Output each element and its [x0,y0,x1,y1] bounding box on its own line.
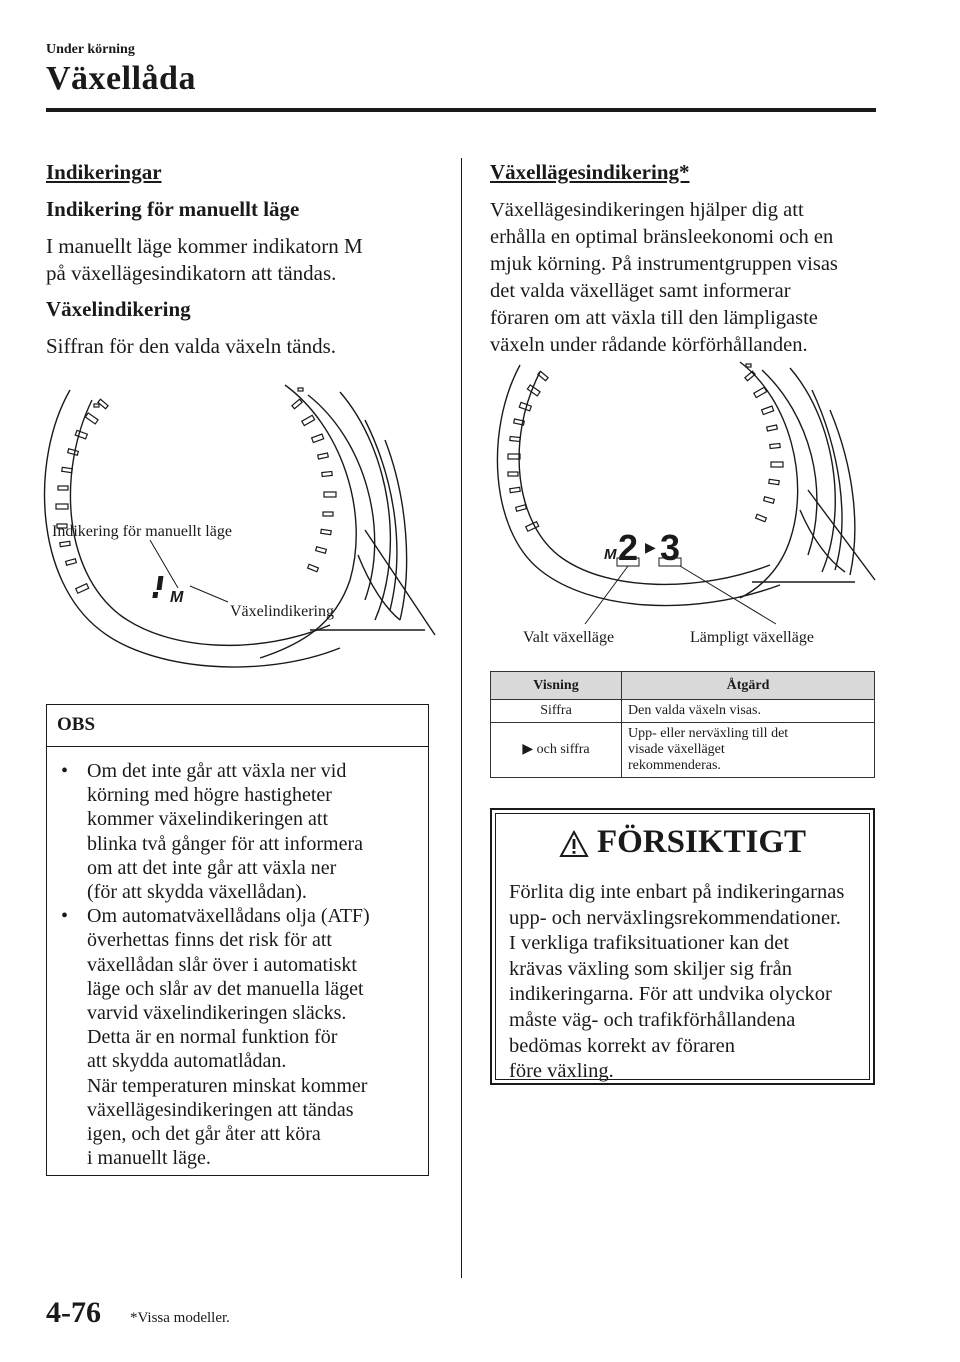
gear-suggestion-figure [490,360,880,655]
column-header: Visning [491,672,622,700]
caution-box [490,808,875,1085]
page-title: Växellåda [46,60,196,97]
caution-title [496,824,869,861]
text-line: Om det inte går att växla ner vid [87,760,347,782]
shift-up-arrow-icon: ▶ [645,540,656,556]
table-cell-display [491,723,622,778]
label-manual-mode: Indikering för manuellt läge [52,523,232,540]
obs-header [47,705,428,747]
table-row [491,700,875,723]
text-line: att skydda automatlådan. [87,1050,287,1073]
text-line: i manuellt läge. [87,1147,211,1170]
display-text: och siffra [536,742,590,757]
section-label: Under körning [46,42,135,57]
manual-mode-figure [40,380,440,680]
obs-note-box [46,704,429,1176]
column-header: Åtgärd [622,672,875,700]
right-heading: Växellägesindikering* [490,160,690,184]
text-line: växellådan slår över i automatiskt [87,953,357,976]
suggested-gear-digit: 3 [660,527,681,568]
left-subheading-gear: Växelindikering [46,297,191,321]
table-row [491,723,875,778]
text-line: Växellägesindikeringen hjälper dig att [490,199,804,221]
text-line: måste väg- och trafikförhållandena [509,1008,796,1031]
text-line: mjuk körning. På instrumentgruppen visas [490,253,838,275]
left-paragraph-1 [46,233,363,287]
arrow-icon: ▶ [522,742,534,757]
text-line: (för att skydda växellådan). [87,881,307,904]
title-rule [46,108,876,112]
right-paragraph [490,197,838,359]
text-line: överhettas finns det risk för att [87,929,332,952]
text-line: på växellägesindikatorn att tändas. [46,261,337,285]
text-line: Detta är en normal funktion för [87,1026,338,1049]
left-heading: Indikeringar [46,160,162,184]
warning-triangle-icon [559,830,589,858]
text-line: krävas växling som skiljer sig från [509,957,792,980]
text-line: före växling. [509,1060,614,1083]
text-line: föraren om att växla till den lämpligaste [490,307,818,329]
left-subheading-manual: Indikering för manuellt läge [46,197,300,221]
text-line: varvid växelindikeringen släcks. [87,1002,347,1025]
manual-m-indicator: M [170,589,184,606]
text-line: visade växelläget [628,742,725,757]
gear-digit-segment [156,576,163,590]
text-line: blinka två gånger för att informera [87,832,363,855]
text-line: I verkliga trafiksituationer kan det [509,932,790,955]
table-cell-action [622,723,875,778]
caution-body [509,880,869,1085]
text-line: körning med högre hastigheter [87,784,332,807]
text-line: Förlita dig inte enbart på indikeringarnas [509,881,845,903]
text-line: I manuellt läge kommer indikatorn M [46,234,363,258]
text-line: Upp- eller nerväxling till det [628,726,789,741]
table-header-row [491,672,875,700]
table-cell-display: Siffra [491,700,622,723]
text-line: bedömas korrekt av föraren [509,1034,735,1057]
indicator-table [490,671,875,778]
footnote: *Vissa modeller. [130,1310,230,1326]
bullet-icon: • [61,905,69,928]
text-line: När temperaturen minskat kommer [87,1074,368,1097]
text-line: erhålla en optimal bränsleekonomi och en [490,226,834,248]
obs-item [57,759,422,904]
bullet-icon: • [61,760,69,782]
current-gear-digit: 2 [618,527,639,568]
column-divider [461,158,462,1278]
obs-list [57,759,422,1170]
text-line: rekommenderas. [628,758,721,773]
text-line: om att det inte går att växla ner [87,856,337,879]
caution-inner [495,813,870,1083]
obs-title: OBS [57,714,96,735]
text-line: indikeringarna. För att undvika olyckor [509,983,832,1006]
text-line: kommer växelindikeringen att [87,808,329,831]
caution-title-text: FÖRSIKTIGT [596,824,807,860]
left-paragraph-2: Siffran för den valda växeln tänds. [46,334,337,358]
text-line: upp- och nerväxlingsrekommendationer. [509,906,841,929]
text-line: det valda växelläget samt informerar [490,280,791,302]
text-line: Om automatväxellådans olja (ATF) [87,905,370,928]
label-gear-indicator: Växelindikering [230,603,334,620]
manual-m-indicator: M [604,546,617,563]
label-selected-gear: Valt växelläge [523,629,615,646]
text-line: växeln under rådande körförhållanden. [490,334,808,356]
text-line: läge och slår av det manuella läget [87,977,364,1000]
obs-item [57,904,422,1170]
text-line: växellägesindikeringen att tändas [87,1098,354,1121]
label-suitable-gear: Lämpligt växelläge [690,629,814,646]
page-number: 4-76 [46,1296,101,1329]
table-cell-action: Den valda växeln visas. [622,700,875,723]
text-line: igen, och det går åter att köra [87,1123,321,1146]
gear-digit-segment [152,592,158,598]
